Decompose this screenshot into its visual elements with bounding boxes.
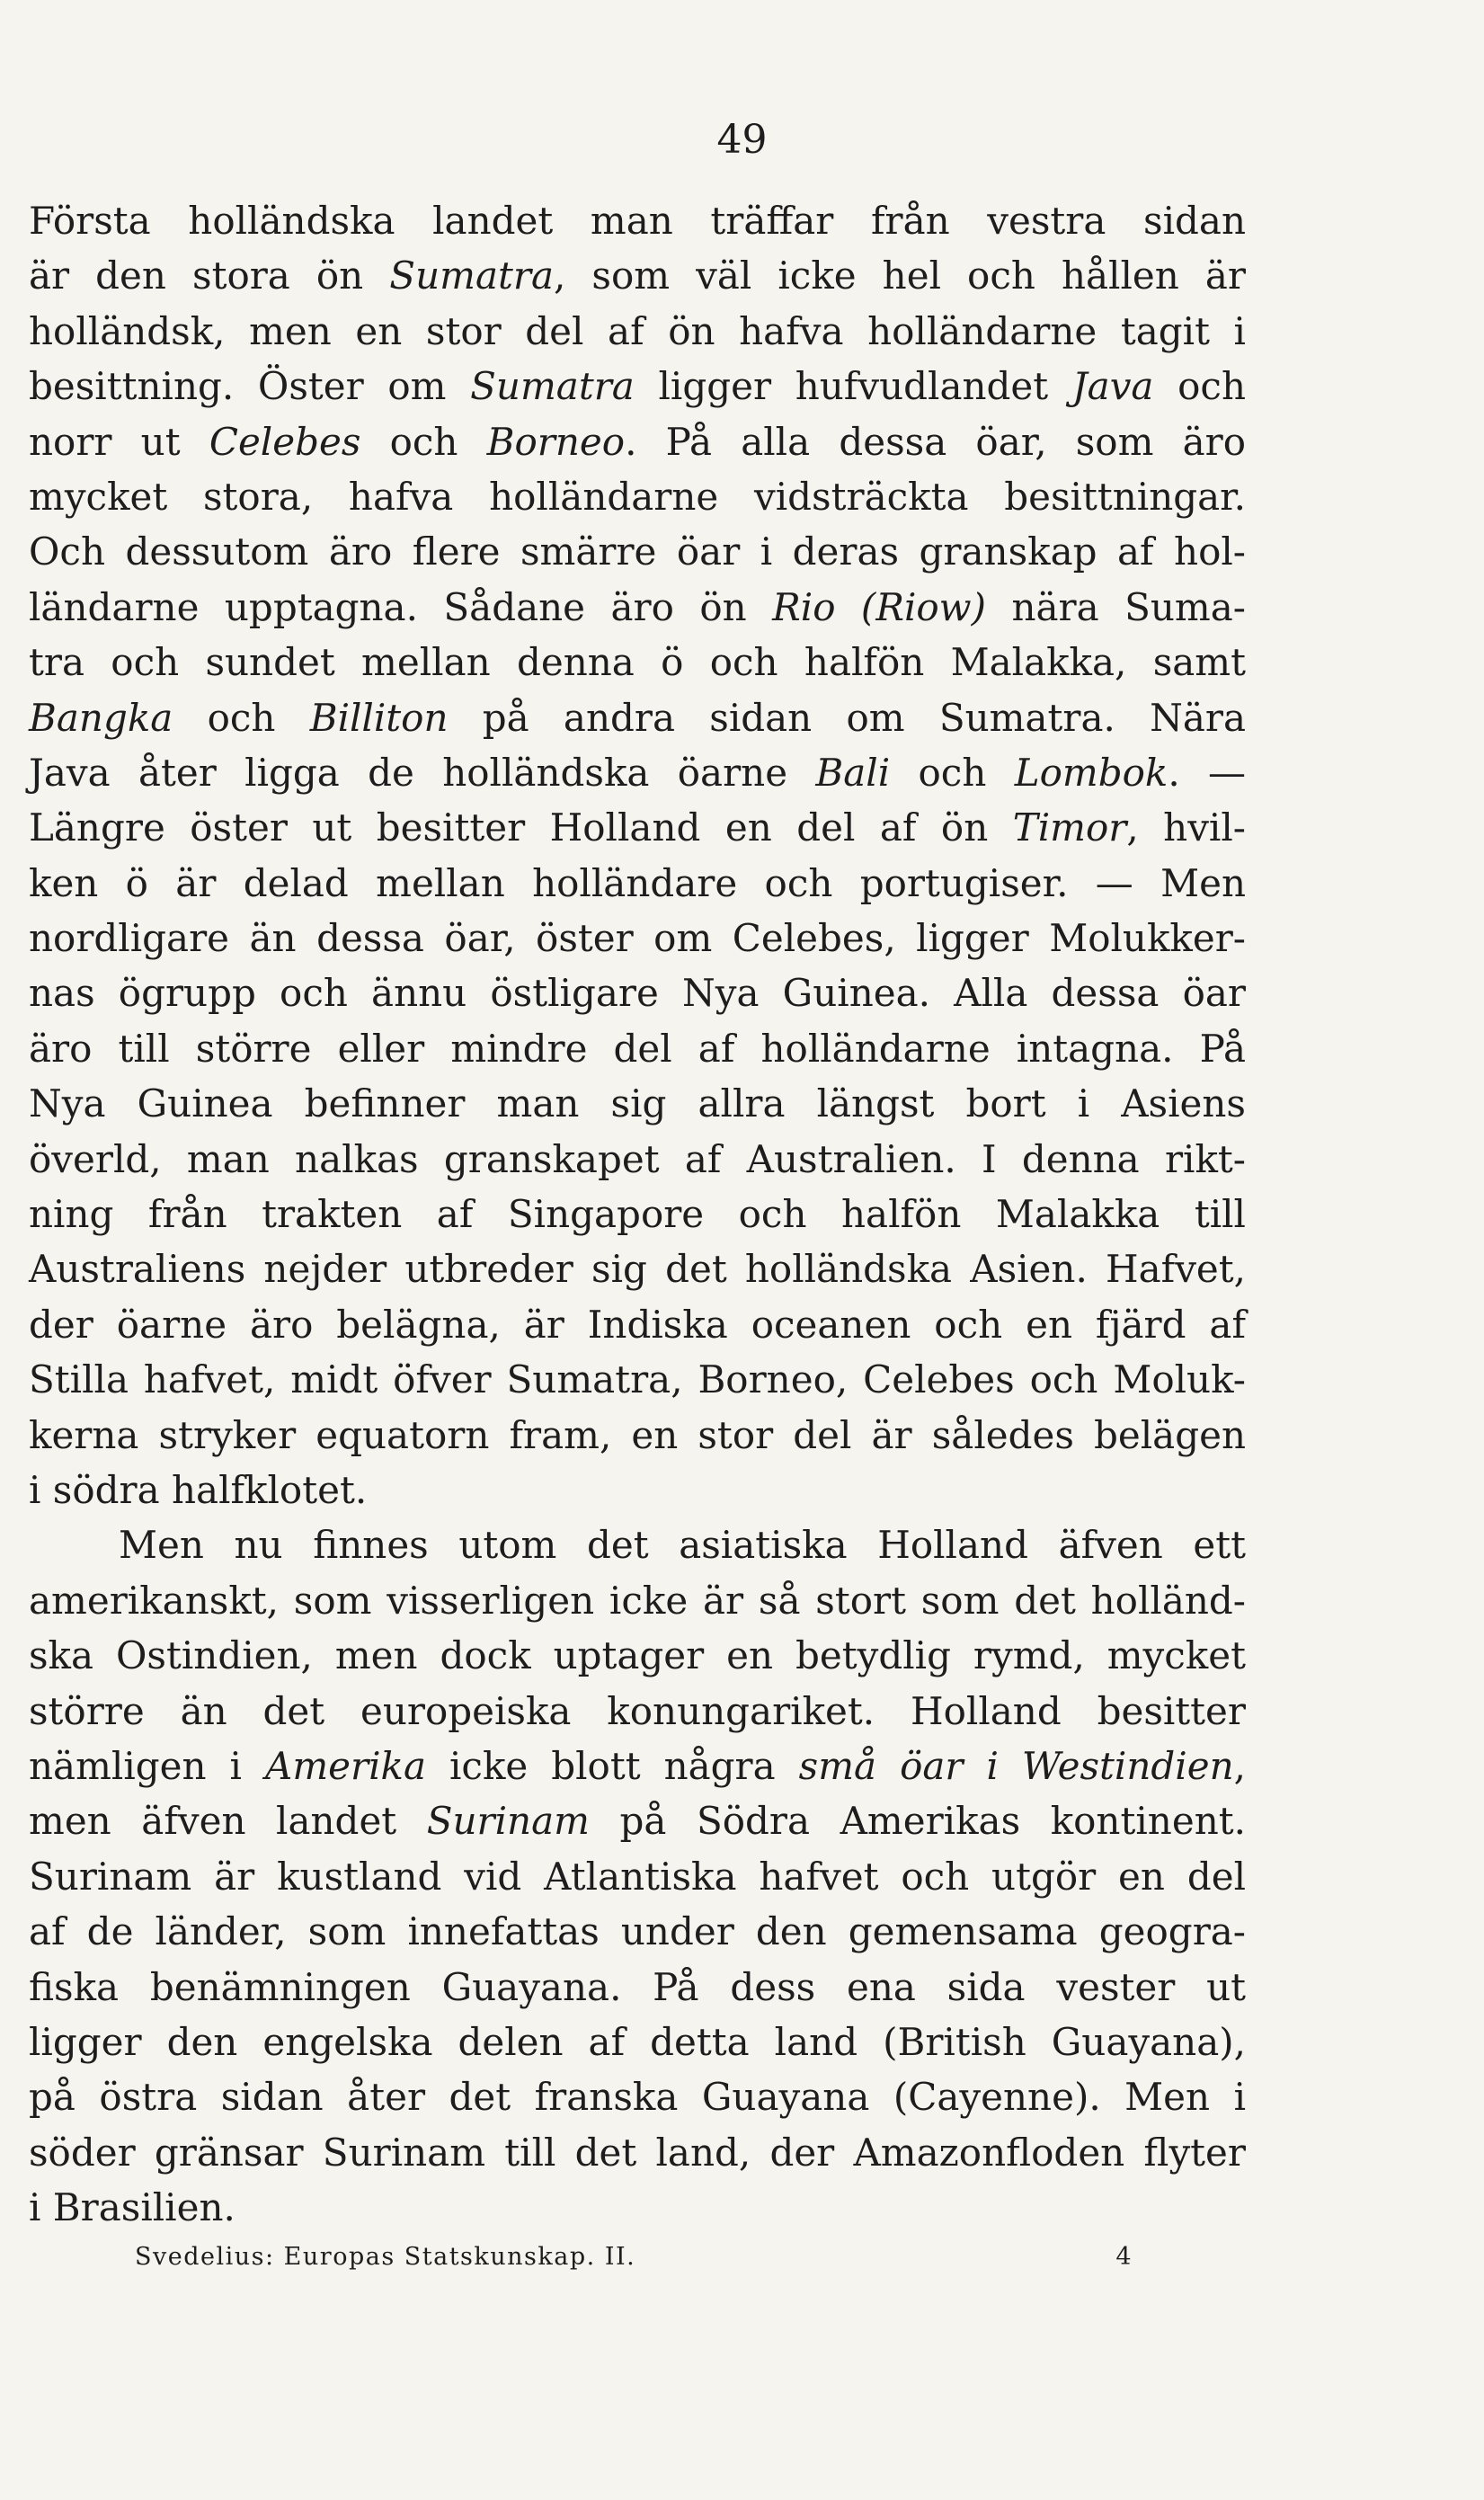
page-number: 49 <box>716 117 768 163</box>
text-segment: kerna stryker equatorn fram, en stor del är således belägen <box>29 1412 1246 1457</box>
body-text <box>29 193 1246 2235</box>
text-segment: äro till större eller mindre del af holländarne intagna. På <box>29 1026 1246 1071</box>
text-segment: men äfven landet <box>29 1799 427 1844</box>
text-segment: norr ut <box>29 419 209 464</box>
text-segment: och <box>360 419 487 464</box>
text-segment: mycket stora, hafva holländarne vidsträckta besittningar. <box>29 474 1246 519</box>
text-line <box>29 580 1246 635</box>
text-segment: på Södra Amerikas kontinent. <box>589 1799 1246 1844</box>
italic-text: Billiton <box>309 695 449 740</box>
text-line <box>29 1297 1246 1352</box>
text-segment: på andra sidan om Sumatra. Nära <box>448 695 1247 740</box>
text-segment: ken ö är delad mellan holländare och portugiser. — Men <box>29 860 1246 905</box>
text-segment: holländsk, men en stor del af ön hafva holländarne tagit i <box>29 308 1246 353</box>
text-segment: och <box>890 750 1015 795</box>
text-segment: . — <box>1168 750 1247 795</box>
text-segment: tra och sundet mellan denna ö och halfön Malakka, samt <box>29 640 1246 685</box>
text-segment: Längre öster ut besitter Holland en del af ön <box>29 805 1013 850</box>
text-segment: , <box>1233 1743 1246 1788</box>
text-line <box>29 193 1246 248</box>
text-line <box>29 800 1246 855</box>
text-line <box>29 745 1246 800</box>
text-line <box>29 1076 1246 1131</box>
text-line <box>29 1463 1246 1517</box>
text-line <box>29 248 1246 303</box>
text-segment: , som väl icke hel och hållen är <box>553 254 1247 298</box>
italic-text: Bali <box>815 750 891 795</box>
text-segment: nordligare än dessa öar, öster om Celebes, ligger Molukker- <box>29 916 1246 961</box>
text-segment: ländarne upptagna. Sådane äro ön <box>29 584 773 629</box>
text-segment: Första holländska landet man träffar från vestra sidan <box>29 199 1246 243</box>
text-segment: Stilla hafvet, midt öfver Sumatra, Borneo, Celebes och Moluk- <box>29 1357 1246 1402</box>
text-segment: . På alla dessa öar, som äro <box>625 419 1247 464</box>
text-line <box>29 1739 1246 1793</box>
text-segment: der öarne äro belägna, är Indiska oceanen och en fjärd af <box>29 1302 1246 1347</box>
text-line <box>29 2125 1246 2180</box>
text-line <box>29 304 1246 359</box>
italic-text: små öar i Westindien <box>798 1743 1234 1788</box>
italic-text: Celebes <box>209 419 361 464</box>
text-line <box>29 414 1246 469</box>
text-line <box>29 1021 1246 1076</box>
text-line <box>29 1187 1246 1241</box>
text-segment: söder gränsar Surinam till det land, der Amazonfloden flyter <box>29 2130 1246 2175</box>
text-segment: icke blott några <box>426 1743 799 1788</box>
text-segment: större än det europeiska konungariket. Holland besitter <box>29 1688 1246 1733</box>
text-segment: Men nu finnes utom det asiatiska Holland äfven ett <box>119 1523 1246 1568</box>
text-line <box>29 1352 1246 1407</box>
italic-text: Surinam <box>426 1799 590 1844</box>
italic-text: Timor <box>1012 805 1127 850</box>
text-line <box>29 911 1246 965</box>
text-line <box>29 1849 1246 1904</box>
text-line <box>29 1793 1246 1848</box>
text-line <box>29 1241 1246 1296</box>
text-line <box>29 2015 1246 2069</box>
text-line <box>29 1573 1246 1628</box>
text-line <box>29 1684 1246 1739</box>
text-segment: i Brasilien. <box>29 2185 235 2230</box>
text-line <box>29 1517 1246 1572</box>
italic-text: Sumatra <box>470 364 635 409</box>
text-line <box>29 1408 1246 1463</box>
text-segment: Java åter ligga de holländska öarne <box>29 750 816 795</box>
text-line <box>29 635 1246 690</box>
text-line <box>29 359 1246 414</box>
text-segment: Australiens nejder utbreder sig det holländska Asien. Hafvet, <box>29 1247 1246 1292</box>
text-segment: ning från trakten af Singapore och halfön Malakka till <box>29 1192 1246 1237</box>
text-line <box>29 1132 1246 1187</box>
text-line <box>29 856 1246 911</box>
text-segment: Surinam är kustland vid Atlantiska hafvet och utgör en del <box>29 1854 1246 1899</box>
text-segment: och <box>173 695 310 740</box>
text-segment: amerikanskt, som visserligen icke är så stort som det holländ- <box>29 1578 1246 1623</box>
text-segment: nära Suma- <box>986 584 1246 629</box>
text-line <box>29 2180 1246 2235</box>
text-segment: och <box>1153 364 1246 409</box>
italic-text: Sumatra <box>389 254 554 298</box>
page-footer <box>135 2243 1133 2271</box>
italic-text: Bangka <box>29 695 173 740</box>
text-segment: Nya Guinea befinner man sig allra längst bort i Asiens <box>29 1081 1246 1126</box>
italic-text: Java <box>1071 364 1154 409</box>
text-segment: på östra sidan åter det franska Guayana (Cayenne). Men i <box>29 2075 1246 2120</box>
text-segment: är den stora ön <box>29 254 390 298</box>
text-segment: af de länder, som innefattas under den gemensama geogra- <box>29 1909 1246 1954</box>
footer-sheet-number: 4 <box>1115 2243 1133 2271</box>
text-segment: , hvil- <box>1126 805 1246 850</box>
text-line <box>29 690 1246 745</box>
text-segment: ligger den engelska delen af detta land (British Guayana), <box>29 2019 1246 2064</box>
text-segment: ska Ostindien, men dock uptager en betydlig rymd, mycket <box>29 1633 1246 1678</box>
text-segment: överld, man nalkas granskapet af Australien. I denna rikt- <box>29 1136 1246 1181</box>
text-line <box>29 1960 1246 2015</box>
italic-text: Rio (Riow) <box>772 584 986 629</box>
text-segment: i södra halfklotet. <box>29 1467 368 1512</box>
italic-text: Lombok <box>1014 750 1169 795</box>
text-segment: ligger hufvudlandet <box>634 364 1072 409</box>
text-segment: besittning. Öster om <box>29 364 471 409</box>
italic-text: Amerika <box>264 1743 426 1788</box>
text-segment: Och dessutom äro flere smärre öar i deras granskap af hol- <box>29 529 1246 574</box>
text-line <box>29 524 1246 579</box>
text-line <box>29 1628 1246 1683</box>
text-line <box>29 1904 1246 1959</box>
text-segment: nämligen i <box>29 1743 265 1788</box>
text-line <box>29 2069 1246 2124</box>
text-segment: fiska benämningen Guayana. På dess ena sida vester ut <box>29 1964 1246 2009</box>
text-line <box>29 965 1246 1020</box>
italic-text: Borneo <box>486 419 626 464</box>
text-line <box>29 469 1246 524</box>
text-segment: nas ögrupp och ännu östligare Nya Guinea. Alla dessa öar <box>29 971 1246 1016</box>
footer-signature: Svedelius: Europas Statskunskap. II. <box>135 2243 636 2271</box>
